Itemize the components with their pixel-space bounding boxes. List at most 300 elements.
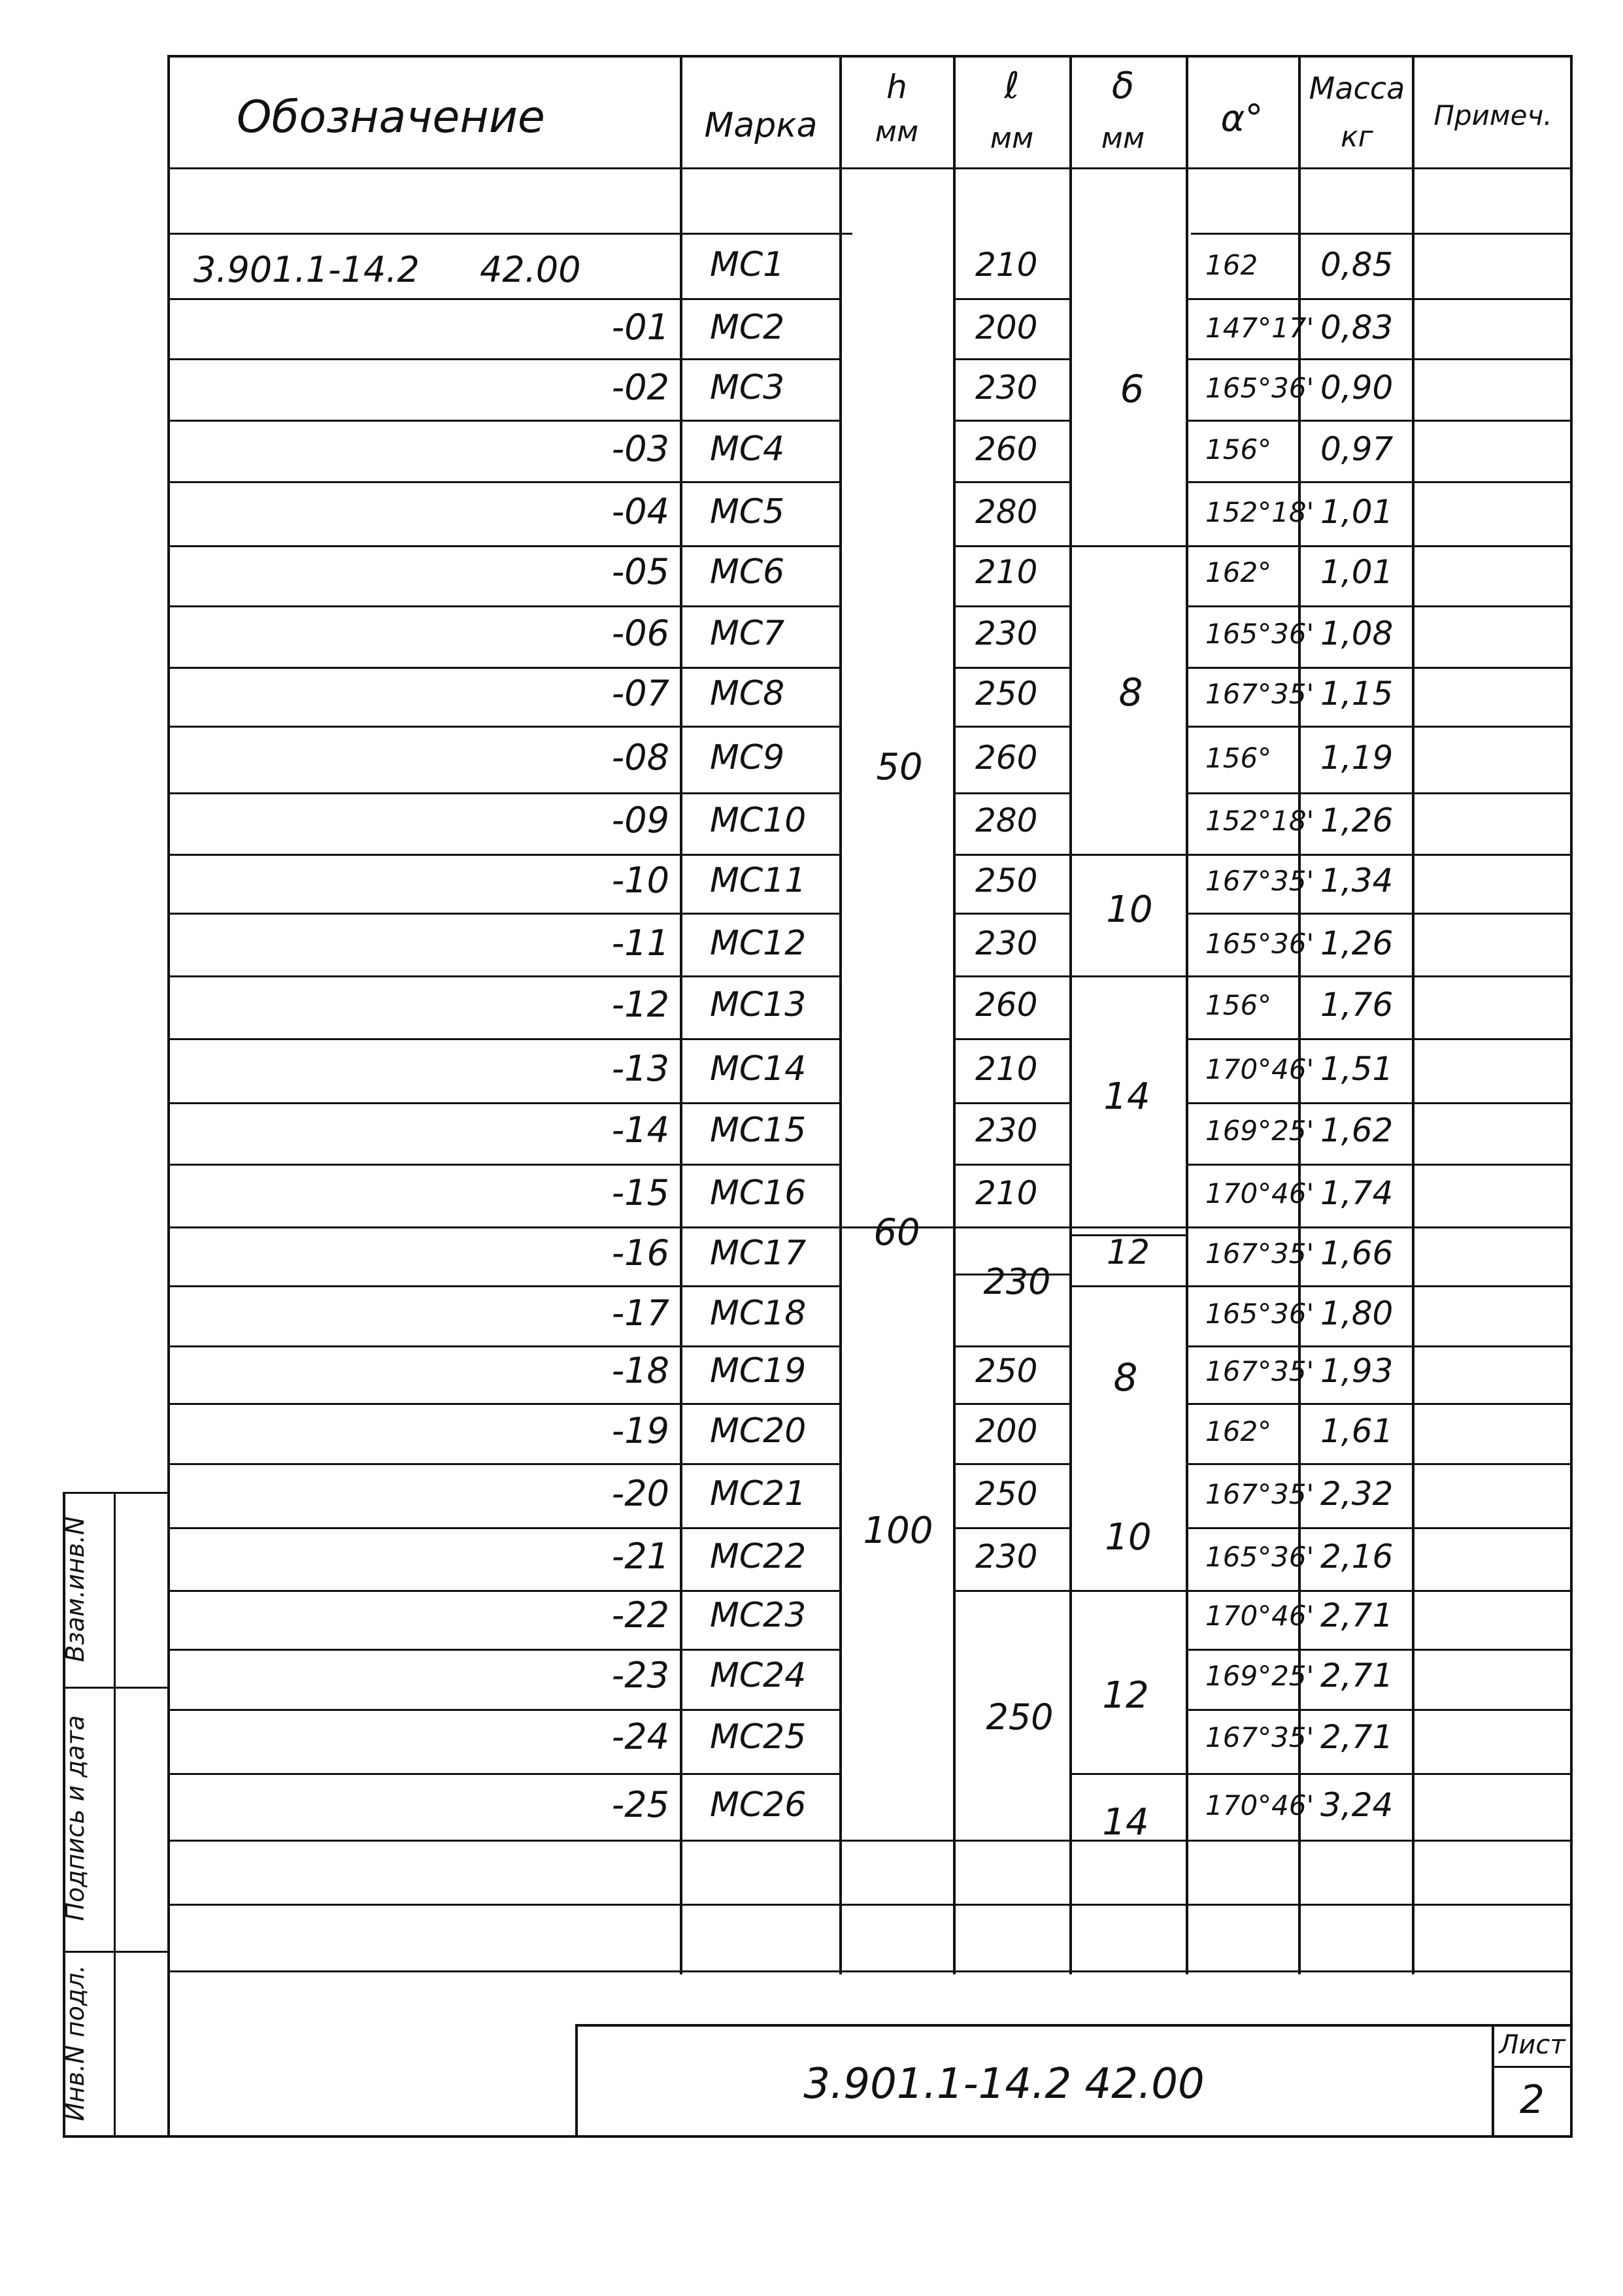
row-line [1072, 975, 1188, 977]
row-line [1301, 1590, 1414, 1592]
row-line [682, 913, 842, 915]
row-mass: 1,26 [1320, 802, 1394, 839]
row-line [956, 420, 1072, 422]
row-mass: 3,24 [1320, 1786, 1394, 1824]
row-length: 280 [975, 802, 1038, 839]
row-mark: МС22 [710, 1537, 807, 1576]
row-suffix: -21 [611, 1536, 669, 1577]
row-line [1414, 1345, 1571, 1347]
delta-group-value: 12 [1106, 1233, 1150, 1272]
row-line [1301, 1102, 1414, 1104]
first-row-top-line [169, 233, 852, 235]
frame-top [169, 55, 1571, 58]
row-line [1188, 1970, 1301, 1972]
row-mass: 1,34 [1320, 862, 1394, 900]
row-mark: МС8 [710, 674, 785, 713]
row-line [682, 358, 842, 360]
header-note: Примеч. [1433, 99, 1552, 131]
row-line [1188, 1285, 1301, 1287]
row-line [956, 726, 1072, 728]
row-line [1188, 667, 1301, 669]
row-line [169, 420, 682, 422]
row-line [169, 481, 682, 483]
header-h-unit: мм [875, 115, 919, 148]
row-suffix: -04 [611, 491, 669, 532]
row-line [682, 1840, 842, 1842]
row-line [169, 1970, 682, 1972]
row-length: 200 [975, 1412, 1038, 1450]
row-line [1188, 1709, 1301, 1711]
row-line [682, 1403, 842, 1405]
row-line [956, 1164, 1072, 1166]
h-group-value: 50 [876, 746, 923, 788]
row-line [1414, 854, 1571, 856]
row-line [956, 975, 1072, 977]
row-line [682, 605, 842, 607]
row-line [682, 1649, 842, 1651]
row-angle: 156° [1205, 989, 1272, 1021]
row-suffix: -09 [611, 800, 669, 841]
row-line [956, 358, 1072, 360]
row-line [1301, 1285, 1414, 1287]
row-line [169, 1709, 682, 1711]
row-line [682, 1226, 842, 1228]
row-line [682, 1164, 842, 1166]
row-mass: 1,76 [1320, 986, 1394, 1024]
row-line [1414, 792, 1571, 794]
title-block-top [575, 2024, 1571, 2027]
row-length: 210 [975, 1050, 1038, 1088]
header-mark: Марка [704, 106, 818, 145]
row-angle: 165°36' [1205, 372, 1314, 404]
row-suffix: -05 [611, 551, 669, 592]
row-line [1301, 854, 1414, 856]
col-line-l [1069, 55, 1072, 1974]
row-suffix: -02 [611, 367, 669, 408]
delta-group-value: 12 [1102, 1674, 1149, 1717]
delta-group-value: 6 [1120, 367, 1145, 411]
row-line [682, 1590, 842, 1592]
header-mass-unit: кг [1341, 120, 1373, 154]
delta-group-value: 10 [1106, 888, 1153, 931]
row-line [682, 975, 842, 977]
row-suffix: -12 [611, 984, 669, 1025]
row-line [1188, 605, 1301, 607]
row-line [169, 298, 682, 300]
h-group-value: 60 [873, 1211, 920, 1254]
row-suffix: -13 [611, 1048, 669, 1089]
row-line [1072, 545, 1188, 547]
row-suffix: -24 [611, 1716, 669, 1757]
row-line [682, 1773, 842, 1775]
l-merged-value: 250 [986, 1697, 1054, 1738]
row-line [1414, 1590, 1571, 1592]
row-line [1414, 1527, 1571, 1529]
row-line [1301, 792, 1414, 794]
row-angle: 147°17' [1205, 312, 1314, 344]
row-line [169, 605, 682, 607]
row-suffix: -10 [611, 860, 669, 901]
row-line [1301, 1904, 1414, 1906]
row-angle: 156° [1205, 742, 1272, 774]
row-line [1414, 1840, 1571, 1842]
row-mark: МС19 [710, 1351, 807, 1391]
row-line [1188, 1527, 1301, 1529]
row-line [956, 1345, 1072, 1347]
row-mass: 1,19 [1320, 739, 1394, 777]
row-line [1414, 1970, 1571, 1972]
row-mark: МС14 [710, 1049, 807, 1089]
stamp-replacement-inventory: Взам.инв.N [61, 1516, 90, 1663]
row-angle: 167°35' [1205, 1238, 1314, 1270]
h-group-value: 100 [863, 1510, 933, 1552]
row-angle: 165°36' [1205, 928, 1314, 960]
row-line [1301, 1773, 1414, 1775]
row-line [1072, 1590, 1188, 1592]
row-line [682, 1463, 842, 1465]
header-delta: δ [1111, 65, 1135, 107]
row-line [682, 1904, 842, 1906]
row-line [1188, 913, 1301, 915]
row-mark: МС21 [710, 1474, 807, 1513]
row-line [169, 1773, 682, 1775]
row-line [1188, 1102, 1301, 1104]
row-line [1301, 1403, 1414, 1405]
row-line [1301, 1226, 1414, 1228]
row-mass: 2,71 [1320, 1657, 1394, 1695]
row-line [1188, 854, 1301, 856]
row-line [1414, 1904, 1571, 1906]
row-line [1188, 1164, 1301, 1166]
sheet-number: 2 [1519, 2077, 1545, 2123]
row-suffix: -15 [611, 1172, 669, 1213]
row-line [1414, 1226, 1571, 1228]
row-mass: 1,74 [1320, 1174, 1394, 1212]
row-mark: МС1 [710, 245, 785, 284]
row-line [842, 1904, 956, 1906]
row-line [1072, 1285, 1188, 1287]
row-line [169, 1904, 682, 1906]
row-line [169, 1403, 682, 1405]
row-suffix: -06 [611, 613, 669, 654]
row-line [1188, 1226, 1301, 1228]
row-suffix: -14 [611, 1109, 669, 1151]
row-line [1301, 726, 1414, 728]
row-line [956, 1970, 1072, 1972]
row-line [1301, 481, 1414, 483]
row-line [682, 1709, 842, 1711]
row-mark: МС2 [710, 308, 785, 347]
row-line [1301, 667, 1414, 669]
row-line [1301, 1527, 1414, 1529]
row-line [842, 1970, 956, 1972]
row-mark: МС25 [710, 1717, 807, 1757]
row-line [956, 1590, 1072, 1592]
row-angle: 165°36' [1205, 618, 1314, 650]
col-line-mark [839, 55, 842, 1974]
row-line [1301, 913, 1414, 915]
row-line [1188, 1345, 1301, 1347]
row-length: 250 [975, 1352, 1038, 1390]
row-line [169, 913, 682, 915]
row-line [169, 1226, 682, 1228]
stamp-original-inventory: Инв.N подл. [61, 1965, 90, 2121]
row-mark: МС26 [710, 1785, 807, 1825]
row-length: 230 [975, 1111, 1038, 1149]
row-line [682, 854, 842, 856]
row-angle: 167°35' [1205, 1355, 1314, 1387]
row-line [682, 298, 842, 300]
row-line [169, 1590, 682, 1592]
row-line [1188, 726, 1301, 728]
row-line [169, 1345, 682, 1347]
row-line [1414, 1709, 1571, 1711]
row-suffix: -16 [611, 1232, 669, 1274]
row-line [1414, 545, 1571, 547]
row-line [1414, 726, 1571, 728]
row-line [169, 1463, 682, 1465]
row-mass: 1,61 [1320, 1412, 1394, 1450]
delta-group-value: 14 [1103, 1075, 1150, 1118]
row-length: 230 [975, 615, 1038, 652]
frame-left [167, 55, 170, 2138]
title-block-code: 3.901.1-14.2 42.00 [803, 2060, 1205, 2108]
row-mass: 2,16 [1320, 1538, 1394, 1576]
delta-group-value: 10 [1105, 1516, 1152, 1559]
row-suffix: -19 [611, 1410, 669, 1451]
row-mark: МС16 [710, 1173, 807, 1213]
row-line [169, 975, 682, 977]
row-length: 260 [975, 739, 1038, 777]
designation-base-code: 3.901.1-14.2 [193, 249, 420, 290]
row-line [682, 420, 842, 422]
row-angle: 156° [1205, 433, 1272, 465]
row-mass: 1,26 [1320, 924, 1394, 962]
row-line [1301, 605, 1414, 607]
row-mass: 0,90 [1320, 369, 1394, 407]
row-line [682, 1527, 842, 1529]
row-line [1188, 358, 1301, 360]
col-line-delta [1186, 55, 1188, 1974]
row-mark: МС7 [710, 614, 785, 653]
row-line [1188, 1038, 1301, 1040]
title-block-sheet-divider [1492, 2024, 1494, 2138]
row-angle: 170°46' [1205, 1177, 1314, 1209]
row-line [1072, 1970, 1188, 1972]
row-line [169, 667, 682, 669]
row-suffix: -22 [611, 1595, 669, 1636]
row-length: 230 [975, 924, 1038, 962]
row-mark: МС17 [710, 1234, 807, 1273]
row-angle: 167°35' [1205, 1478, 1314, 1510]
row-line [682, 1970, 842, 1972]
row-suffix: -08 [611, 737, 669, 778]
row-suffix: -03 [611, 428, 669, 469]
row-line [682, 667, 842, 669]
row-mass: 1,93 [1320, 1352, 1394, 1390]
row-mass: 1,66 [1320, 1234, 1394, 1272]
row-length: 250 [975, 675, 1038, 713]
row-mark: МС15 [710, 1111, 807, 1150]
header-l-unit: мм [990, 122, 1034, 155]
row-line [1188, 975, 1301, 977]
row-line [956, 1226, 1072, 1228]
row-mass: 0,85 [1320, 246, 1394, 284]
row-mark: МС23 [710, 1596, 807, 1635]
row-line [842, 1840, 956, 1842]
row-line [1414, 1773, 1571, 1775]
row-angle: 170°46' [1205, 1789, 1314, 1821]
row-mark: МС6 [710, 552, 785, 592]
stamp-signature-date: Подпись и дата [61, 1715, 90, 1921]
row-line [682, 792, 842, 794]
row-line [1188, 420, 1301, 422]
row-angle: 152°18' [1205, 805, 1314, 837]
row-mass: 0,83 [1320, 309, 1394, 346]
frame-bottom [63, 2135, 1573, 2138]
row-mark: МС24 [710, 1656, 807, 1695]
row-length: 250 [975, 1475, 1038, 1513]
row-mark: МС3 [710, 368, 785, 407]
row-line [956, 1527, 1072, 1529]
header-delta-unit: мм [1101, 122, 1145, 155]
row-mass: 1,80 [1320, 1294, 1394, 1332]
delta-group-value: 8 [1113, 1355, 1138, 1400]
row-angle: 165°36' [1205, 1541, 1314, 1573]
row-line [956, 481, 1072, 483]
row-line [956, 792, 1072, 794]
stamp-top-line [63, 1492, 169, 1494]
row-line [1188, 481, 1301, 483]
row-mark: МС18 [710, 1294, 807, 1333]
row-line [1301, 1345, 1414, 1347]
row-line [1188, 298, 1301, 300]
row-line [169, 1527, 682, 1529]
row-mass: 1,15 [1320, 675, 1394, 713]
row-line [169, 792, 682, 794]
row-mass: 2,32 [1320, 1475, 1394, 1513]
title-block-sheet-label-line [1492, 2066, 1571, 2068]
row-length: 280 [975, 493, 1038, 531]
row-angle: 169°25' [1205, 1115, 1314, 1147]
row-line [956, 1463, 1072, 1465]
row-line [1072, 1773, 1188, 1775]
row-line [1414, 358, 1571, 360]
row-angle: 169°25' [1205, 1660, 1314, 1692]
row-line [682, 726, 842, 728]
row-suffix: -18 [611, 1350, 669, 1391]
row-mark: МС10 [710, 801, 807, 840]
row-line [1072, 854, 1188, 856]
row-line [169, 1840, 682, 1842]
row-angle: 162 [1205, 249, 1258, 281]
designation-base-number: 42.00 [480, 249, 581, 290]
row-line [1188, 1904, 1301, 1906]
row-suffix: -01 [611, 307, 669, 348]
stamp-inner-line [114, 1492, 116, 2138]
row-line [1072, 1226, 1188, 1228]
row-suffix: -11 [611, 922, 669, 964]
row-mark: МС13 [710, 985, 807, 1024]
row-length: 210 [975, 246, 1038, 284]
row-mark: МС9 [710, 738, 785, 777]
row-angle: 167°35' [1205, 865, 1314, 897]
header-alpha: α° [1220, 97, 1263, 140]
row-mark: МС11 [710, 861, 807, 900]
row-line [169, 1038, 682, 1040]
delta-group-value: 14 [1102, 1801, 1149, 1844]
row-line [956, 545, 1072, 547]
row-line [1414, 1164, 1571, 1166]
row-length: 210 [975, 1174, 1038, 1212]
row-line [1301, 1038, 1414, 1040]
row-line [682, 1285, 842, 1287]
header-bottom-line [169, 167, 1571, 169]
row-mass: 1,08 [1320, 615, 1394, 652]
row-line [956, 667, 1072, 669]
row-mass: 2,71 [1320, 1718, 1394, 1756]
row-mark: МС5 [710, 492, 785, 532]
row-angle: 170°46' [1205, 1053, 1314, 1085]
sheet-label: Лист [1499, 2030, 1565, 2060]
row-mark: МС12 [710, 924, 807, 963]
header-h: h [886, 68, 907, 106]
row-line [1188, 545, 1301, 547]
row-line [956, 1840, 1072, 1842]
row-line [1414, 1102, 1571, 1104]
row-line [956, 1102, 1072, 1104]
row-line [1414, 605, 1571, 607]
row-line [1414, 1285, 1571, 1287]
row-line [956, 913, 1072, 915]
row-line [1188, 1463, 1301, 1465]
row-length: 210 [975, 553, 1038, 591]
row-mass: 1,01 [1320, 553, 1394, 591]
row-suffix: -17 [611, 1292, 669, 1334]
row-line [1414, 913, 1571, 915]
row-line [1301, 1970, 1414, 1972]
row-line [169, 854, 682, 856]
col-line-designation [680, 55, 682, 1974]
row-line [1188, 1590, 1301, 1592]
row-line [1414, 1463, 1571, 1465]
row-line [1301, 1463, 1414, 1465]
row-line [1301, 1840, 1414, 1842]
row-line [1301, 358, 1414, 360]
row-angle: 170°46' [1205, 1600, 1314, 1632]
row-line [1301, 975, 1414, 977]
row-mass: 0,97 [1320, 430, 1394, 468]
row-length: 250 [975, 862, 1038, 900]
row-line [956, 1403, 1072, 1405]
row-line [1301, 1649, 1414, 1651]
row-line [682, 1102, 842, 1104]
row-line [1188, 1773, 1301, 1775]
row-line [682, 1345, 842, 1347]
header-designation: Обозначение [237, 92, 545, 143]
row-line [169, 1285, 682, 1287]
row-line [1188, 1840, 1301, 1842]
row-angle: 165°36' [1205, 1298, 1314, 1330]
row-suffix: -20 [611, 1473, 669, 1514]
row-line [169, 358, 682, 360]
row-length: 260 [975, 986, 1038, 1024]
row-line [1414, 667, 1571, 669]
row-suffix: -07 [611, 673, 669, 714]
row-line [1301, 420, 1414, 422]
header-l: ℓ [1004, 65, 1020, 107]
row-line [682, 545, 842, 547]
